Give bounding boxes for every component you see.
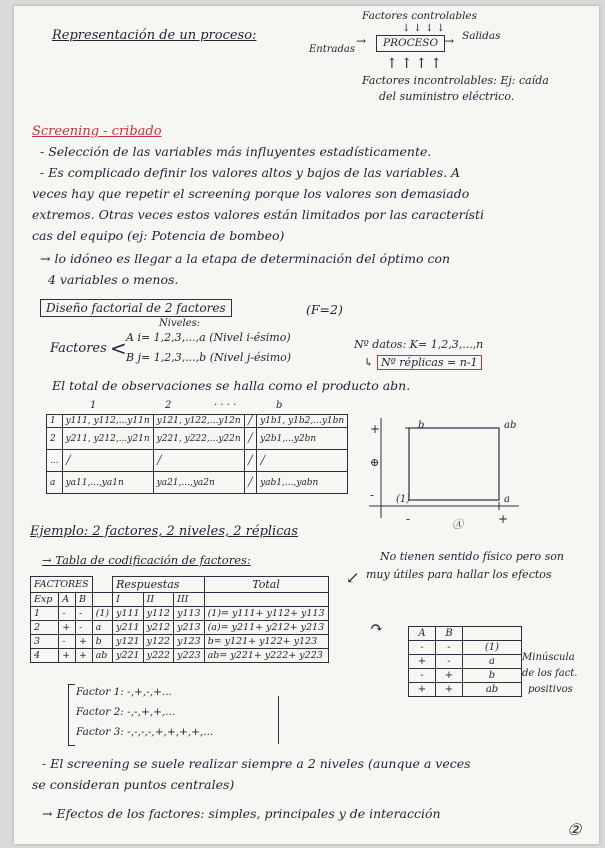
mini-cell-code: ab	[463, 683, 522, 697]
y-plus: +	[370, 422, 381, 436]
blank-cell	[92, 593, 112, 607]
cell-r2: y122	[143, 635, 174, 649]
row-label: ...	[47, 450, 63, 472]
right-bracket	[272, 696, 279, 744]
matrix-cell-empty: ╱	[244, 415, 256, 428]
blank-cell	[204, 593, 328, 607]
cell-exp: 3	[31, 635, 59, 649]
screening-line-7: 4 variables o menos.	[48, 272, 179, 287]
cell-total: b= y121+ y122+ y123	[204, 635, 328, 649]
side-note-3: positivos	[528, 684, 573, 695]
output-arrow: →	[444, 34, 455, 48]
cell-r1: y211	[113, 621, 144, 635]
corner-ab: ab	[504, 420, 517, 431]
left-bracket	[68, 684, 75, 746]
table-row	[47, 415, 348, 428]
matrix-cell: y111, y112,...y11n	[62, 415, 153, 428]
cell-a: +	[59, 649, 76, 663]
mini-cell-b: +	[436, 683, 463, 697]
mini-cell-code: a	[463, 655, 522, 669]
cell-r3: y113	[174, 607, 205, 621]
note-arrow: ↙	[346, 568, 360, 587]
header-b: B	[75, 593, 92, 607]
table-row	[47, 450, 348, 472]
table-row	[31, 635, 329, 649]
factors-label: Factores	[50, 341, 107, 356]
axis-b-label: ⊕	[370, 456, 380, 469]
blank-cell	[92, 577, 112, 593]
table-row	[409, 669, 522, 683]
table-row	[47, 472, 348, 494]
cell-r2: y112	[143, 607, 174, 621]
coding-table	[30, 576, 329, 663]
cell-code: ab	[92, 649, 112, 663]
header-total: Total	[204, 577, 328, 593]
screening-line-3: veces hay que repetir el screening porque los valores son demasiado	[32, 186, 470, 201]
footer-line-2: se consideran puntos centrales)	[32, 777, 235, 792]
matrix-cell-empty: ╱	[257, 450, 348, 472]
input-arrow: →	[356, 34, 367, 48]
matrix-cell-empty: ╱	[244, 472, 256, 494]
note-line-2: muy útiles para hallar los efectos	[366, 568, 552, 581]
mini-cell-a: -	[409, 641, 436, 655]
table-row	[31, 621, 329, 635]
mini-table	[408, 626, 522, 697]
matrix-cell: ya21,...,ya2n	[153, 472, 244, 494]
header-a: A	[59, 593, 76, 607]
table-row	[31, 649, 329, 663]
matrix-cell-empty: ╱	[244, 450, 256, 472]
header-r1: I	[113, 593, 144, 607]
side-note-1: Minúscula	[522, 652, 575, 663]
footer-line-1: - El screening se suele realizar siempre a 2 niveles (aunque a veces	[42, 756, 471, 771]
process-box: PROCESO	[376, 35, 445, 52]
coding-table-title: → Tabla de codificación de factores:	[42, 553, 251, 567]
corner-b: b	[418, 420, 425, 431]
cell-b: +	[75, 635, 92, 649]
corner-a: a	[504, 494, 510, 505]
cell-total: (1)= y111+ y112+ y113	[204, 607, 328, 621]
cell-exp: 2	[31, 621, 59, 635]
cell-r1: y221	[113, 649, 144, 663]
matrix-cell: y221, y222,...y22n	[153, 428, 244, 450]
design-heading: Diseño factorial de 2 factores	[40, 299, 232, 317]
row-label: 1	[47, 415, 63, 428]
row-label: 2	[47, 428, 63, 450]
factor-3-pattern: Factor 3: -,-,-,-,+,+,+,+,...	[76, 726, 214, 738]
cell-code: b	[92, 635, 112, 649]
y-minus: -	[370, 488, 375, 502]
matrix-col-3: · · · ·	[214, 400, 237, 411]
page-number: ②	[567, 820, 582, 839]
header-r3: III	[174, 593, 205, 607]
factors-brace: <	[110, 336, 127, 360]
matrix-cell-empty: ╱	[244, 428, 256, 450]
design-f: (F=2)	[306, 302, 343, 317]
cell-r2: y222	[143, 649, 174, 663]
cell-b: +	[75, 649, 92, 663]
cell-r2: y212	[143, 621, 174, 635]
mini-header-a: A	[409, 627, 436, 641]
factor-2-pattern: Factor 2: -,-,+,+,...	[76, 706, 176, 718]
up-arrows: ↑↑↑↑	[386, 56, 445, 72]
footer-line-3: → Efectos de los factores: simples, principales y de interacción	[42, 806, 441, 821]
note-line-1: No tienen sentido físico pero son	[380, 550, 565, 563]
replicas-arrow: ↳	[364, 356, 374, 369]
replicas-box: Nº réplicas = n-1	[377, 355, 482, 370]
factor-1-pattern: Factor 1: -,+,-,+...	[76, 686, 172, 698]
matrix-cell-empty: ╱	[153, 450, 244, 472]
matrix-cell-empty: ╱	[62, 450, 153, 472]
cell-b: -	[75, 621, 92, 635]
row-label: a	[47, 472, 63, 494]
screening-bullet-1: - Selección de las variables más influyentes estadísticamente.	[40, 144, 432, 159]
table-row	[31, 593, 329, 607]
factor-a-line: A i= 1,2,3,...,a (Nivel i-ésimo)	[126, 331, 291, 344]
controllable-factors-label: Factores controlables	[362, 10, 478, 22]
x-minus: -	[406, 512, 411, 526]
header-r2: II	[143, 593, 174, 607]
table-row	[31, 577, 329, 593]
table-row	[31, 607, 329, 621]
table-row	[409, 683, 522, 697]
cell-total: (a)= y211+ y212+ y213	[204, 621, 328, 635]
data-matrix	[46, 414, 348, 494]
cell-code: a	[92, 621, 112, 635]
mini-cell-a: +	[409, 683, 436, 697]
matrix-col-4: b	[276, 400, 283, 411]
notebook-page	[14, 6, 599, 844]
matrix-col-1: 1	[90, 400, 97, 411]
mini-cell-a: +	[409, 655, 436, 669]
cell-exp: 1	[31, 607, 59, 621]
cell-a: -	[59, 635, 76, 649]
mini-cell-a: -	[409, 669, 436, 683]
x-plus: +	[498, 512, 509, 526]
mini-table-arrow: ↷	[370, 618, 384, 637]
table-row	[47, 428, 348, 450]
header-respuestas: Respuestas	[113, 577, 205, 593]
side-note-2: de los fact.	[522, 668, 578, 679]
mini-header-b: B	[436, 627, 463, 641]
mini-cell-b: +	[436, 669, 463, 683]
cell-r1: y121	[113, 635, 144, 649]
cell-r3: y223	[174, 649, 205, 663]
cell-b: -	[75, 607, 92, 621]
cell-r3: y213	[174, 621, 205, 635]
mini-cell-b: -	[436, 641, 463, 655]
matrix-cell: y2b1,...y2bn	[257, 428, 348, 450]
blank-cell	[463, 627, 522, 641]
cell-a: -	[59, 607, 76, 621]
factor-b-line: B j= 1,2,3,...,b (Nivel j-ésimo)	[126, 351, 292, 364]
screening-line-4: extremos. Otras veces estos valores están limitados por las característi	[32, 207, 485, 222]
uncontrollable-line1: Factores incontrolables: Ej: caída	[362, 74, 549, 87]
outputs-label: Salidas	[462, 30, 501, 42]
matrix-cell: y211, y212,...y21n	[62, 428, 153, 450]
mini-cell-b: -	[436, 655, 463, 669]
mini-cell-code: (1)	[463, 641, 522, 655]
matrix-cell: ya11,...,ya1n	[62, 472, 153, 494]
axis-a-label: Ⓐ	[452, 518, 463, 531]
header-exp: Exp	[31, 593, 59, 607]
design-square	[409, 428, 499, 500]
screening-bullet-2: - Es complicado definir los valores altos y bajos de las variables. A	[40, 165, 461, 180]
cell-code: (1)	[92, 607, 112, 621]
matrix-col-2: 2	[165, 400, 172, 411]
table-row	[409, 655, 522, 669]
levels-label: Niveles:	[159, 318, 201, 329]
cell-total: ab= y221+ y222+ y223	[204, 649, 328, 663]
total-observations: El total de observaciones se halla como el producto abn.	[52, 378, 411, 393]
table-row	[409, 641, 522, 655]
screening-heading: Screening - cribado	[32, 124, 162, 139]
cell-r3: y123	[174, 635, 205, 649]
uncontrollable-line2: del suministro eléctrico.	[379, 90, 515, 103]
cell-exp: 4	[31, 649, 59, 663]
matrix-cell: yab1,...,yabn	[257, 472, 348, 494]
matrix-cell: y1b1, y1b2,...y1bn	[257, 415, 348, 428]
screening-line-6: → lo idóneo es llegar a la etapa de determinación del óptimo con	[40, 251, 451, 266]
down-arrows: ↓ ↓ ↓ ↓	[402, 23, 446, 34]
process-title: Representación de un proceso:	[52, 28, 257, 43]
cell-r1: y111	[113, 607, 144, 621]
cell-a: +	[59, 621, 76, 635]
corner-one: (1)	[396, 494, 411, 505]
n-data-line: Nº datos: K= 1,2,3,...,n	[354, 338, 484, 351]
table-row	[409, 627, 522, 641]
mini-cell-code: b	[463, 669, 522, 683]
example-heading: Ejemplo: 2 factores, 2 niveles, 2 réplicas	[30, 524, 298, 539]
screening-line-5: cas del equipo (ej: Potencia de bombeo)	[32, 228, 285, 243]
matrix-cell: y121, y122,...y12n	[153, 415, 244, 428]
inputs-label: Entradas	[309, 44, 355, 55]
header-factores: FACTORES	[31, 577, 93, 593]
